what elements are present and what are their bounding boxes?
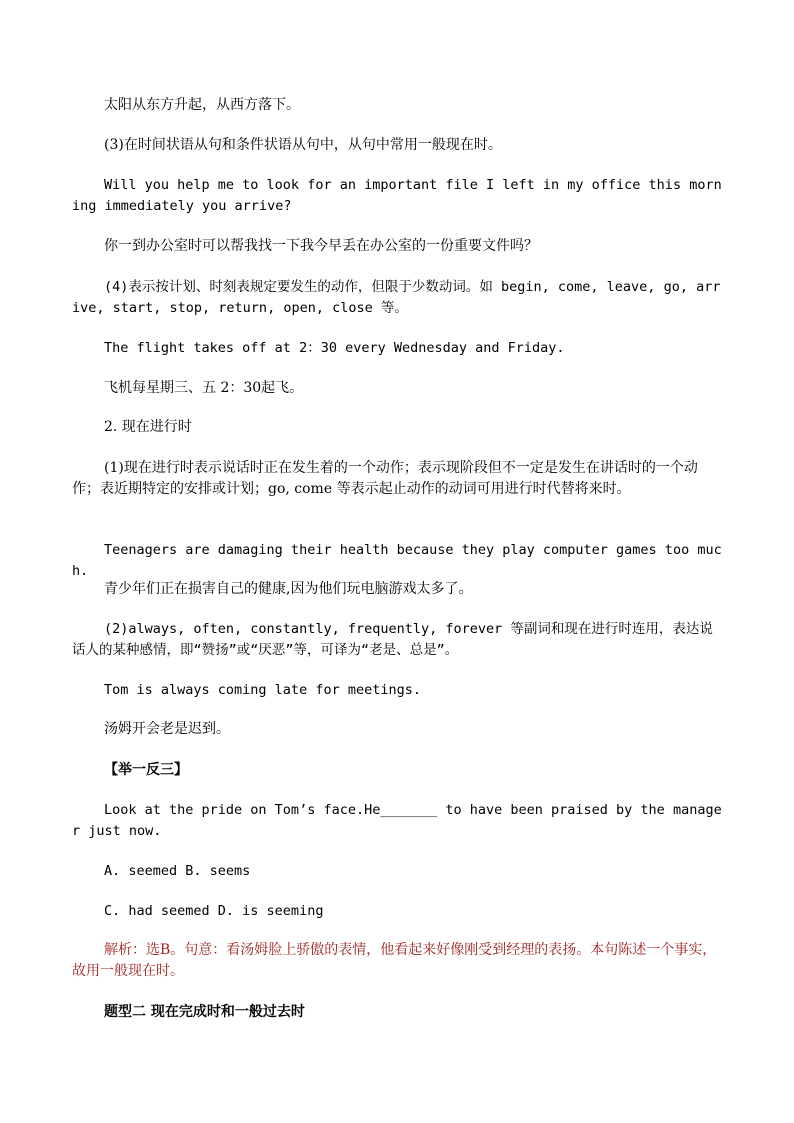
exercise-answer-explanation: 解析：选B。句意：看汤姆脸上骄傲的表情，他看起来好像刚受到经理的表扬。本句陈述一个事实，故用一般现在时。 (72, 942, 717, 979)
paragraph-3-example: Will you help me to look for an important file I left in my office this morning immediately you arrive? (72, 177, 722, 214)
paragraph-2: (3)在时间状语从句和条件状语从句中，从句中常用一般现在时。 (104, 137, 502, 153)
paragraph-6-example: The flight takes off at 2：30 every Wednesday and Friday. (104, 340, 565, 356)
paragraph-10-example: Teenagers are damaging their health because they play computer games too much. (72, 542, 722, 579)
exercise-question: Look at the pride on Tom’s face.He_______ to have been praised by the manager just now. (72, 802, 722, 839)
paragraph-9: (1)现在进行时表示说话时正在发生着的一个动作；表示现阶段但不一定是发生在讲话时的一个动作；表近期特定的安排或计划；go, come 等表示起止动作的动词可用进行时代替将来时。 (72, 460, 698, 497)
paragraph-11-translation: 青少年们正在损害自己的健康,因为他们玩电脑游戏太多了。 (104, 581, 473, 597)
paragraph-1: 太阳从东方升起，从西方落下。 (104, 97, 300, 113)
exercise-options-cd: C. had seemed D. is seeming (104, 903, 324, 919)
section-heading-type-two: 题型二 现在完成时和一般过去时 (104, 1004, 305, 1020)
paragraph-14-translation: 汤姆开会老是迟到。 (104, 721, 230, 737)
section-heading-present-continuous: 2. 现在进行时 (104, 419, 192, 435)
paragraph-7-translation: 飞机每星期三、五 2：30起飞。 (104, 380, 304, 396)
paragraph-13-example: Tom is always coming late for meetings. (104, 682, 421, 698)
paragraph-5: (4)表示按计划、时刻表规定要发生的动作，但限于少数动词。如 begin, come, leave, go, arrive, start, stop, return, open, close 等。 (72, 279, 721, 316)
exercise-heading: 【举一反三】 (104, 762, 188, 778)
exercise-options-ab: A. seemed B. seems (104, 863, 251, 879)
paragraph-4-translation: 你一到办公室时可以帮我找一下我今早丢在办公室的一份重要文件吗？ (104, 238, 538, 254)
paragraph-12: (2)always, often, constantly, frequently, forever 等副词和现在进行时连用，表达说话人的某种感情，即“赞扬”或“厌恶”等，可译为“老是、总是”。 (72, 621, 713, 658)
